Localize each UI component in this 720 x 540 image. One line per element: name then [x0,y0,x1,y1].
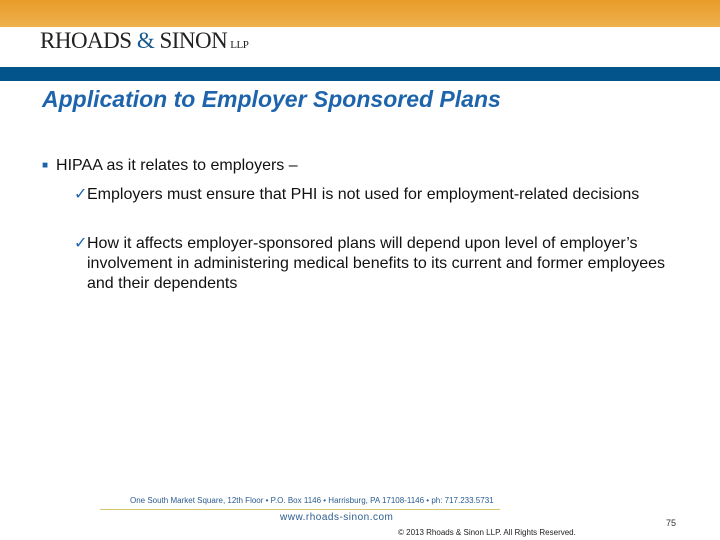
footer-address: One South Market Square, 12th Floor • P.O. Box 1146 • Harrisburg, PA 17108-1146 • ph: 717.233.5731 [130,496,494,505]
company-logo: RHOADS & SINON LLP [40,28,249,53]
page-number: 75 [666,518,677,528]
footer-url[interactable]: www.rhoads-sinon.com [280,512,394,523]
top-orange-bar [0,0,720,27]
sub-bullet-item: ✓ Employers must ensure that PHI is not used for employment-related decisions [74,186,640,203]
square-bullet-icon: ■ [42,160,49,171]
sub-bullet-item: ✓ How it affects employer-sponsored plans will depend upon level of employer’s involvement in administering medical benefits to its current and former employees and their dependents [74,235,666,292]
footer-divider [100,509,500,510]
slide-title: Application to Employer Sponsored Plans [42,86,501,112]
copyright: © 2013 Rhoads & Sinon LLP. All Rights Reserved. [398,528,576,537]
checkmark-icon: ✓ [74,235,88,252]
blue-band [0,67,720,81]
checkmark-icon: ✓ [74,186,88,203]
bullet-item: ■ HIPAA as it relates to employers – [42,157,298,174]
